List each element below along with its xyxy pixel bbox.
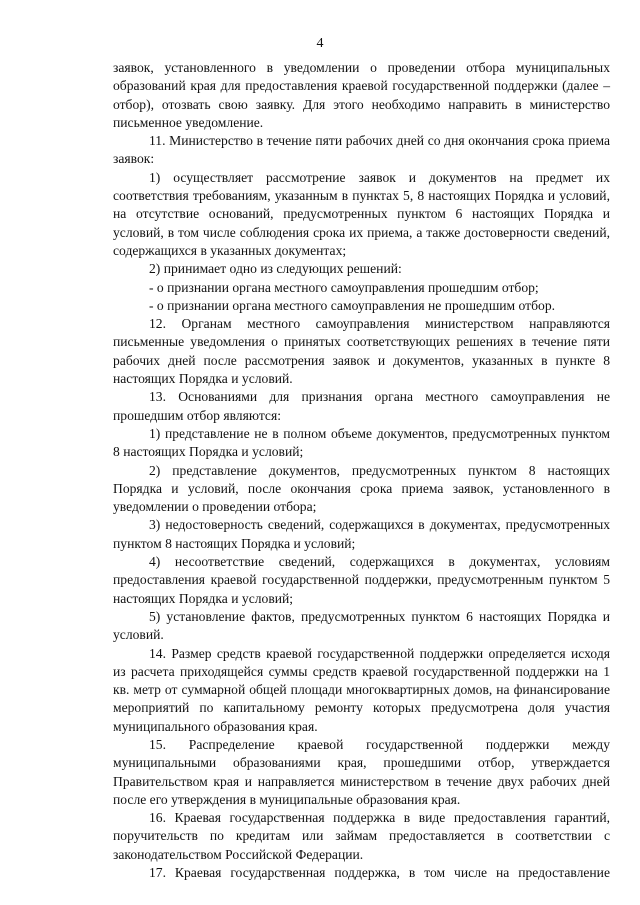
paragraph: заявок, установленного в уведомлении о проведении отбора муниципальных образований края для предоставления краевой государственной поддержки (далее – отбор), отозвать свою заявку. Для этого необходимо направить в министерство письменное уведомление.: [113, 60, 610, 130]
paragraph: 17. Краевая государственная поддержка, в том числе на предоставление: [149, 865, 610, 881]
paragraph: 15. Распределение краевой государственной поддержки между муниципальными образованиями края, прошедшими отбор, утверждается Правительством края и направляется министерством в течение двух рабочих дней после его утверждения в муниципальные образования края.: [113, 736, 610, 807]
paragraph: 1) осуществляет рассмотрение заявок и документов на предмет их соответствия требованиям, указанным в пунктах 5, 8 настоящих Порядка и условий, на отсутствие оснований, предусмотренных пунктом 6 настоящих Порядка и условий, в том числе соблюдения срока их приема, а также достоверности сведений, содержащихся в указанных документах;: [113, 169, 610, 258]
paragraph: 1) представление не в полном объеме документов, предусмотренных пунктом 8 настоящих Порядка и условий;: [113, 425, 610, 460]
paragraph: 13. Основаниями для признания органа местного самоуправления не прошедшим отбор являются:: [113, 389, 610, 423]
paragraph: 2) принимает одно из следующих решений:: [149, 261, 402, 277]
paragraph: 3) недостоверность сведений, содержащихся в документах, предусмотренных пунктом 8 настоящих Порядка и условий;: [113, 517, 610, 551]
paragraph: - о признании органа местного самоуправления прошедшим отбор;: [149, 279, 539, 295]
paragraph: 4) несоответствие сведений, содержащихся в документах, условиям предоставления краевой государственной поддержки, предусмотренным пунктом 5 настоящих Порядка и условий;: [113, 554, 610, 606]
paragraph: 14. Размер средств краевой государственной поддержки определяется исходя из расчета приходящейся суммы средств краевой государственной поддержки на 1 кв. метр от суммарной общей площади многоквартирных домов, на финансирование мероприятий по капитальному ремонту которых предусмотрена доля участия муниципального образования края.: [113, 645, 610, 734]
paragraph: - о признании органа местного самоуправления не прошедшим отбор.: [149, 297, 556, 313]
paragraph: 5) установление фактов, предусмотренных пунктом 6 настоящих Порядка и условий.: [113, 608, 610, 643]
page-number: 4: [316, 36, 324, 51]
paragraph: 16. Краевая государственная поддержка в виде предоставления гарантий, поручительств по кредитам или займам предоставляется в соответствии с законодательством Российской Федерации.: [113, 810, 610, 862]
paragraph: 11. Министерство в течение пяти рабочих дней со дня окончания срока приема заявок:: [113, 133, 610, 167]
paragraph: 2) представление документов, предусмотренных пунктом 8 настоящих Порядка и условий, после окончания срока приема заявок, установленного в уведомлении о проведении отбора;: [113, 462, 610, 515]
document-body: [113, 59, 610, 882]
paragraph: 12. Органам местного самоуправления министерством направляются письменные уведомления о принятых соответствующих решениях в течение пяти рабочих дней после рассмотрения заявок и документов, указанных в пункте 8 настоящих Порядка и условий.: [113, 316, 610, 387]
